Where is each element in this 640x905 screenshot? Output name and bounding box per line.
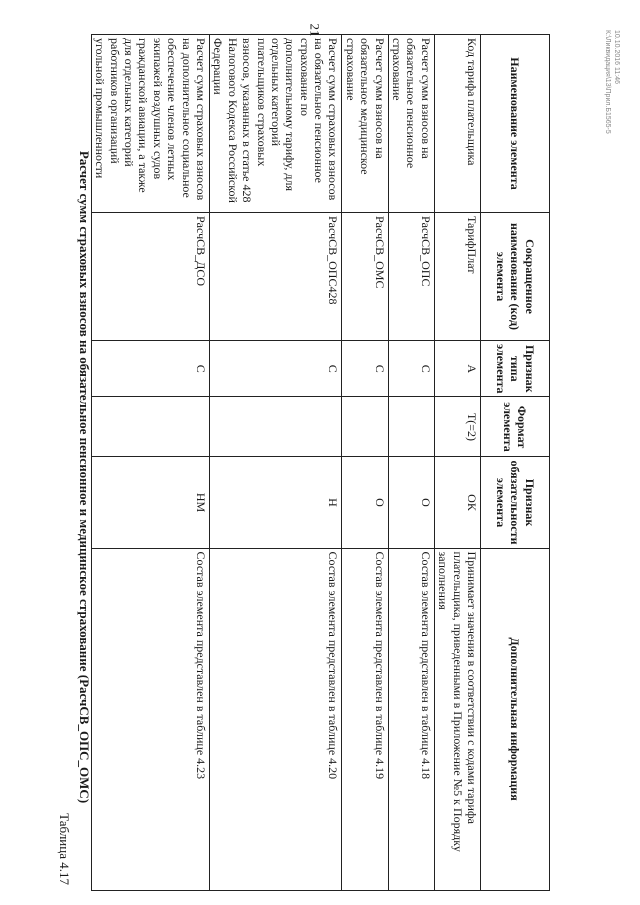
column-header: Дополнительная информация [481, 548, 550, 890]
column-header: Признак обязательности элемента [481, 457, 550, 548]
element-format-cell [342, 397, 388, 457]
stamp-line: 10.10.2016 11:46 [613, 30, 620, 84]
elements-table [91, 34, 550, 891]
element-name-cell: Расчет сумм взносов на обязательное медицинское страхование [342, 35, 388, 213]
element-code-cell: РасчСВ_ОМС [342, 213, 388, 341]
element-code-cell: РасчСВ_ОПС428 [209, 213, 342, 341]
element-code-cell: ТарифПлат [434, 213, 480, 341]
element-required-cell: О [342, 457, 388, 548]
page-number: 21 [307, 23, 323, 37]
table-row [209, 35, 342, 891]
element-required-cell: О [388, 457, 434, 548]
element-name-cell: Расчет сумм страховых взносов на дополнительное социальное обеспечение членов летных экипажей воздушных судов гражданской авиации, а также для отдельных категорий работников организаций угольной промышленности [91, 35, 209, 213]
element-info-cell: Состав элемента представлен в таблице 4.19 [342, 548, 388, 890]
table-header-row [481, 35, 550, 891]
element-required-cell: Н [209, 457, 342, 548]
element-type-cell: С [209, 341, 342, 397]
element-info-cell: Состав элемента представлен в таблице 4.23 [91, 548, 209, 890]
element-format-cell [209, 397, 342, 457]
element-type-cell: С [388, 341, 434, 397]
column-header: Наименование элемента [481, 35, 550, 213]
table-row [342, 35, 388, 891]
element-format-cell: T(=2) [434, 397, 480, 457]
table-row [434, 35, 480, 891]
element-info-cell: Состав элемента представлен в таблице 4.18 [388, 548, 434, 890]
element-format-cell [388, 397, 434, 457]
element-required-cell: ОК [434, 457, 480, 548]
element-code-cell: РасчСВ_ОПС [388, 213, 434, 341]
element-code-cell: РасчСВ_ДСО [91, 213, 209, 341]
element-name-cell: Расчет сумм страховых взносов на обязательное пенсионное страхование по дополнительному тарифу, для отдельных категорий плательщиков страховых взносов, указанных в статье 428 Налогового Кодекса Российской Федерации [209, 35, 342, 213]
element-format-cell [91, 397, 209, 457]
stamp-line: К:\Ликвидация\13\Прил.Б1565-5 [604, 30, 612, 134]
element-required-cell: НМ [91, 457, 209, 548]
element-info-cell: Состав элемента представлен в таблице 4.20 [209, 548, 342, 890]
table-row [91, 35, 209, 891]
element-info-cell: Принимает значения в соответствии с кодами тарифа плательщика, приведенными в Приложение №5 к Порядку заполнения [434, 548, 480, 890]
element-name-cell: Расчет сумм взносов на обязательное пенсионное страхование [388, 35, 434, 213]
file-stamp [603, 30, 621, 134]
document-title: Расчет сумм страховых взносов на обязательное пенсионное и медицинское страхование (РасчСВ_ОПС_ОМС) [77, 150, 92, 804]
element-type-cell: С [342, 341, 388, 397]
element-type-cell: С [91, 341, 209, 397]
column-header: Формат элемента [481, 397, 550, 457]
table-number: Таблица 4.17 [57, 813, 72, 885]
element-type-cell: А [434, 341, 480, 397]
element-name-cell: Код тарифа плательщика [434, 35, 480, 213]
column-header: Сокращенное наименование (код) элемента [481, 213, 550, 341]
column-header: Признак типа элемента [481, 341, 550, 397]
table-row [388, 35, 434, 891]
